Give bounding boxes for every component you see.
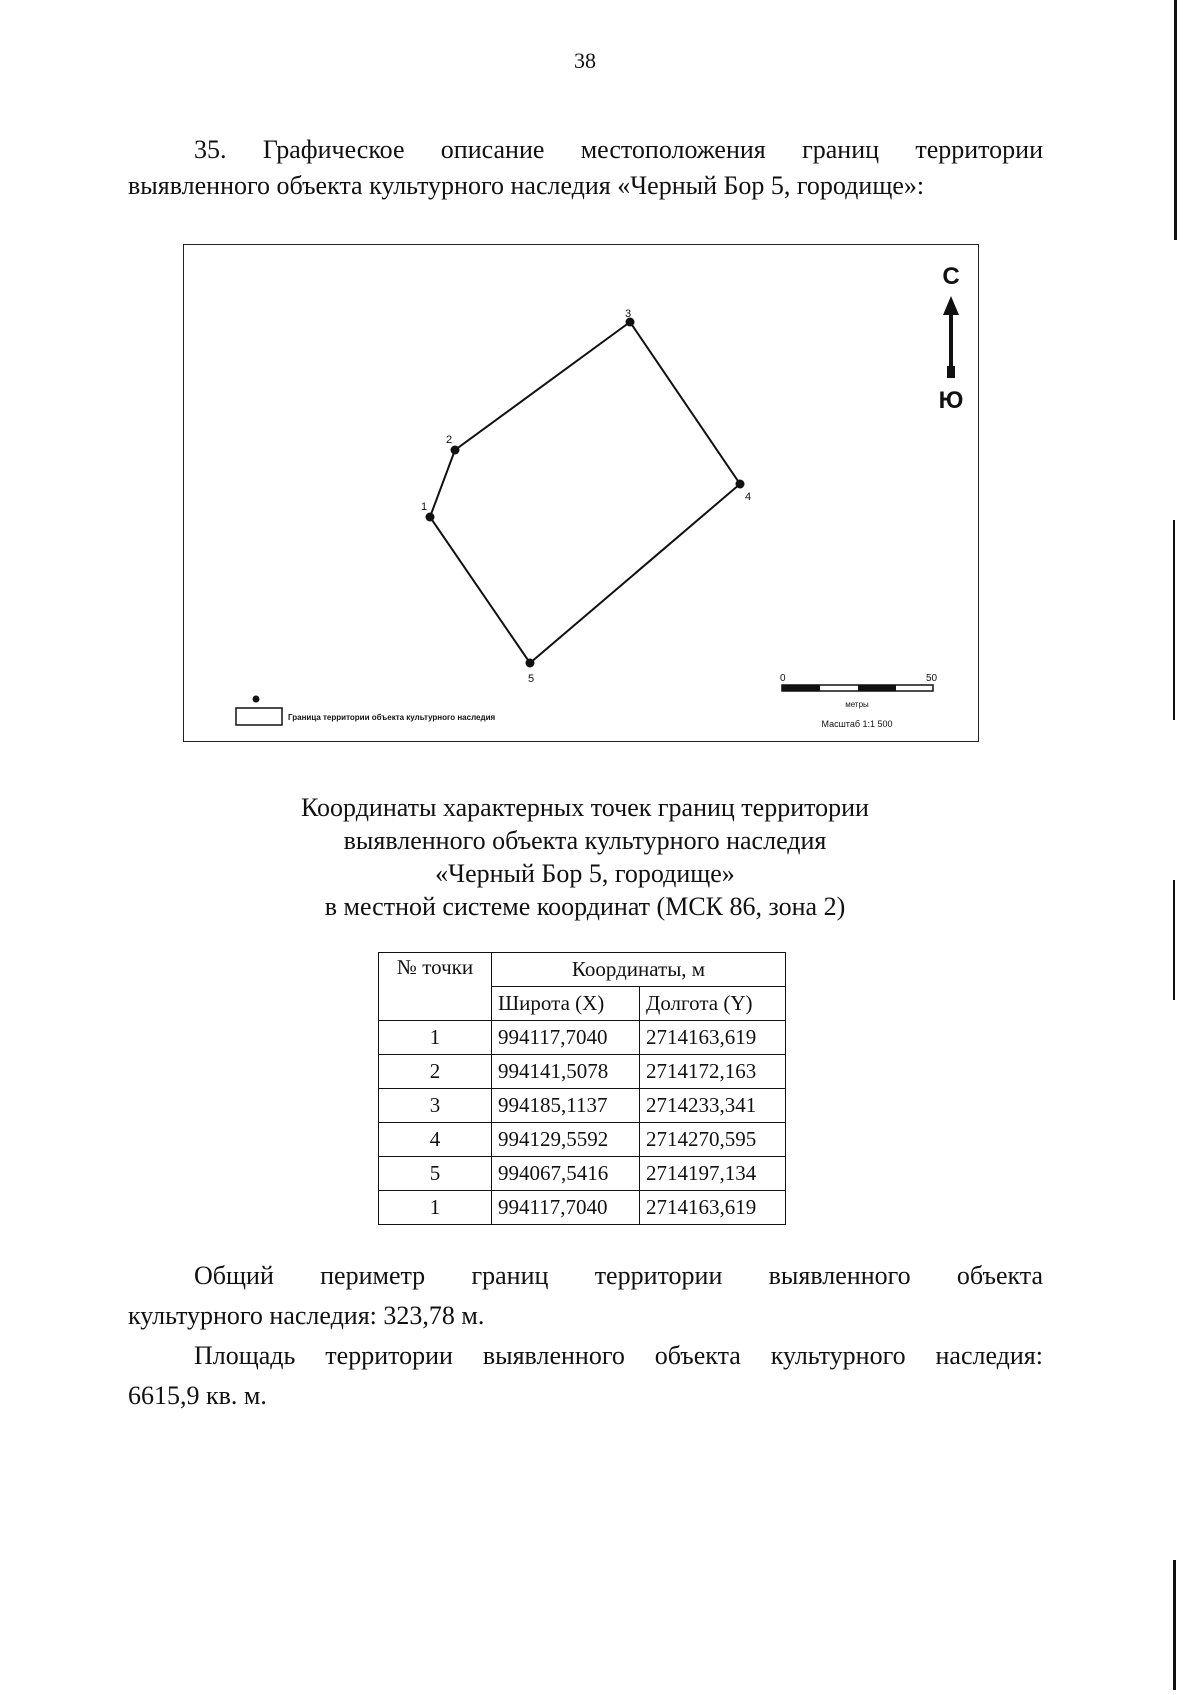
perimeter-line: Общий периметр границ территории выявленного объекта bbox=[194, 1261, 1043, 1290]
legend bbox=[236, 696, 496, 726]
area-line: Площадь территории выявленного объекта культурного наследия: bbox=[194, 1341, 1043, 1370]
point-label: 1 bbox=[421, 501, 428, 513]
cell-lon: 2714163,619 bbox=[640, 1191, 786, 1225]
boundary-point-1 bbox=[426, 513, 435, 522]
scan-edge-mark bbox=[1173, 880, 1175, 1000]
perimeter-value: культурного наследия: 323,78 м. bbox=[128, 1301, 485, 1330]
south-label: Ю bbox=[938, 387, 964, 414]
cell-lat: 994067,5416 bbox=[492, 1157, 640, 1191]
heading-line: 35. Графическое описание местоположения границ территории bbox=[194, 135, 1043, 164]
cell-point: 2 bbox=[379, 1055, 492, 1089]
header-point: № точки bbox=[379, 953, 492, 1021]
header-lat: Широта (X) bbox=[492, 987, 640, 1021]
cell-point: 3 bbox=[379, 1089, 492, 1123]
table-row bbox=[379, 1055, 786, 1089]
point-label: 3 bbox=[625, 308, 632, 320]
north-label: С bbox=[942, 263, 960, 290]
coordinates-title-line: в местной системе координат (МСК 86, зона 2) bbox=[324, 892, 846, 921]
point-label: 5 bbox=[528, 673, 535, 685]
cell-point: 1 bbox=[379, 1021, 492, 1055]
boundary-point-5 bbox=[526, 659, 535, 668]
header-lon: Долгота (Y) bbox=[640, 987, 786, 1021]
cell-lat: 994185,1137 bbox=[492, 1089, 640, 1123]
boundary-point-2 bbox=[451, 446, 460, 455]
coordinates-title-line: «Черный Бор 5, городище» bbox=[435, 859, 735, 888]
scan-edge-mark bbox=[1173, 520, 1175, 720]
boundary-map bbox=[183, 244, 979, 742]
table-header-row bbox=[379, 953, 786, 987]
scale-bar bbox=[780, 673, 938, 729]
page-number: 38 bbox=[574, 48, 596, 73]
table-row bbox=[379, 1157, 786, 1191]
cell-lat: 994129,5592 bbox=[492, 1123, 640, 1157]
cell-lon: 2714233,341 bbox=[640, 1089, 786, 1123]
cell-point: 5 bbox=[379, 1157, 492, 1191]
cell-lon: 2714172,163 bbox=[640, 1055, 786, 1089]
table-row bbox=[379, 1021, 786, 1055]
table-row bbox=[379, 1123, 786, 1157]
coordinates-title bbox=[0, 791, 1170, 923]
point-label: 2 bbox=[446, 434, 453, 446]
header-coords: Координаты, м bbox=[492, 953, 786, 987]
cell-lon: 2714163,619 bbox=[640, 1021, 786, 1055]
point-label: 4 bbox=[745, 491, 752, 503]
table-row bbox=[379, 1191, 786, 1225]
cell-lat: 994117,7040 bbox=[492, 1191, 640, 1225]
area-value: 6615,9 кв. м. bbox=[128, 1381, 267, 1410]
cell-lat: 994141,5078 bbox=[492, 1055, 640, 1089]
scale-start: 0 bbox=[780, 673, 786, 684]
north-arrow bbox=[939, 263, 964, 414]
cell-lon: 2714270,595 bbox=[640, 1123, 786, 1157]
boundary-point-4 bbox=[736, 480, 745, 489]
coordinates-title-line: выявленного объекта культурного наследия bbox=[343, 826, 827, 855]
scan-edge-mark bbox=[1174, 0, 1177, 240]
cell-point: 1 bbox=[379, 1191, 492, 1225]
table-row bbox=[379, 1089, 786, 1123]
totals-block bbox=[128, 1258, 1043, 1418]
scale-end: 50 bbox=[926, 673, 938, 684]
scale-units: метры bbox=[845, 700, 869, 709]
coordinates-title-line: Координаты характерных точек границ территории bbox=[301, 793, 869, 822]
heading-line: выявленного объекта культурного наследия «Черный Бор 5, городище»: bbox=[128, 171, 925, 200]
cell-lon: 2714197,134 bbox=[640, 1157, 786, 1191]
legend-label: Граница территории объекта культурного наследия bbox=[288, 713, 496, 722]
cell-point: 4 bbox=[379, 1123, 492, 1157]
cell-lat: 994117,7040 bbox=[492, 1021, 640, 1055]
coordinates-table bbox=[378, 952, 786, 1225]
map-canvas bbox=[184, 245, 980, 743]
section-heading bbox=[128, 132, 1043, 204]
scan-edge-mark bbox=[1173, 1560, 1176, 1690]
boundary-polygon bbox=[430, 322, 740, 663]
scale-text: Масштаб 1:1 500 bbox=[821, 719, 893, 729]
